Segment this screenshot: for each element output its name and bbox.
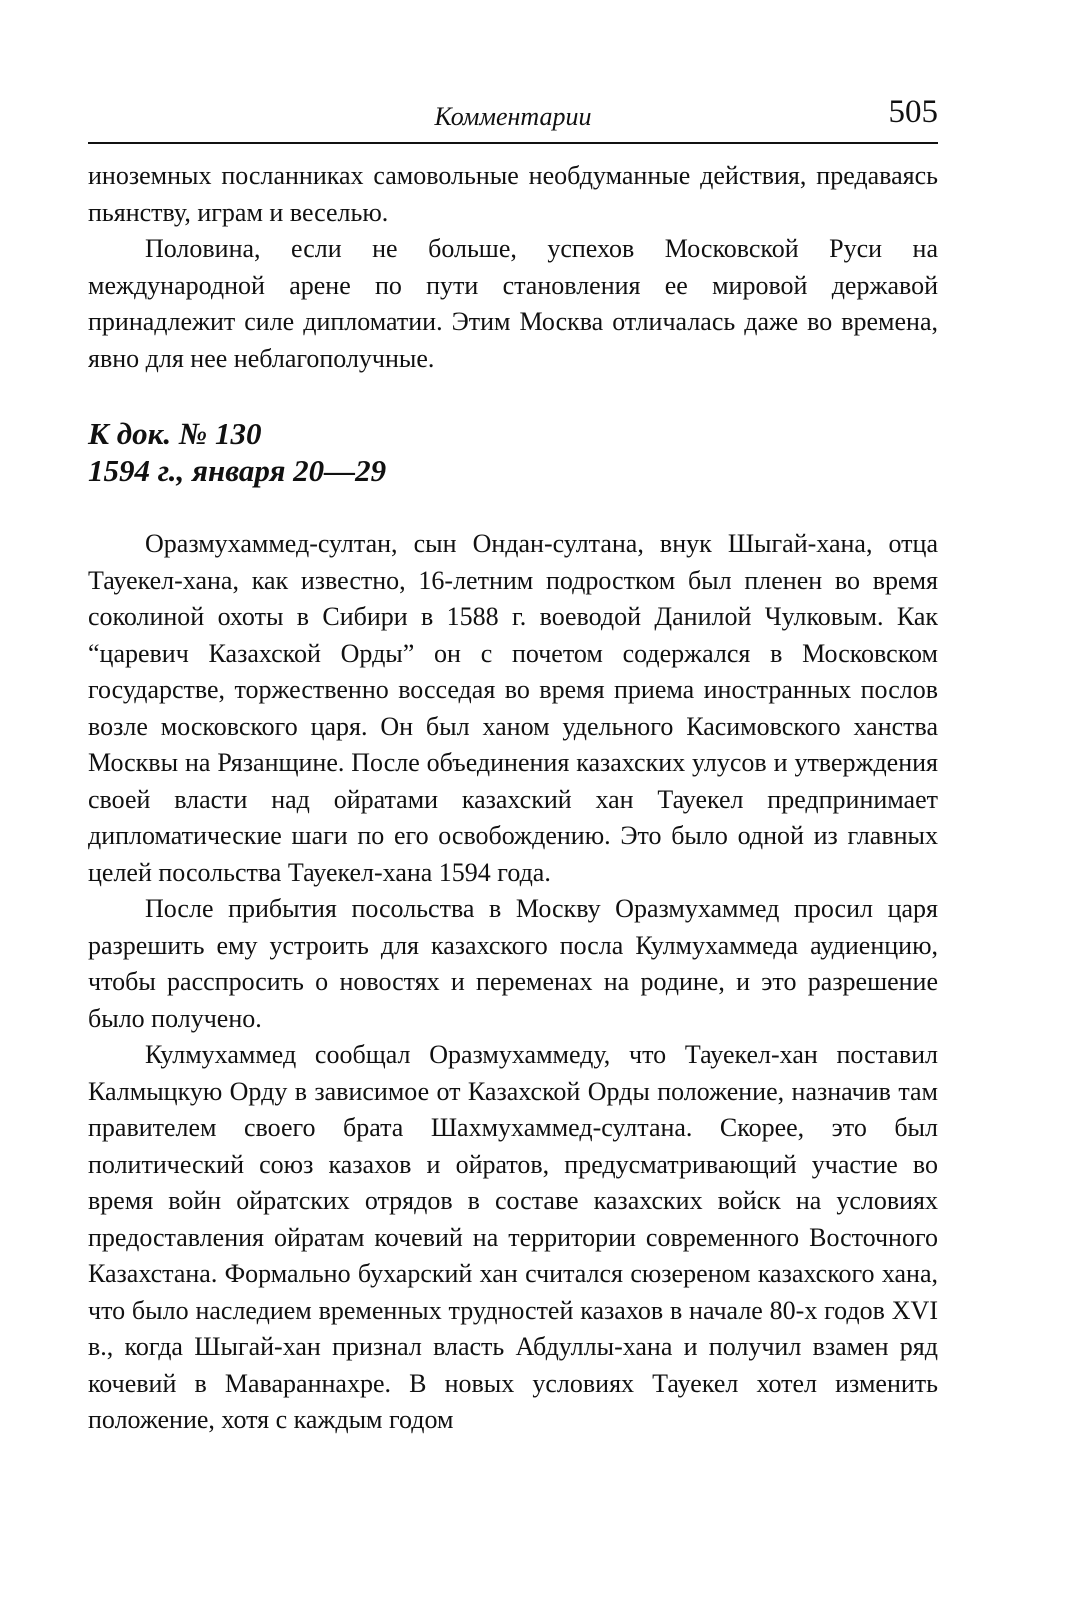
book-page (88, 0, 938, 1600)
paragraph-continuation: иноземных посланниках самовольные необдуманные действия, предаваясь пьянству, играм и веселью. (88, 161, 938, 227)
paragraph-audience: После прибытия посольства в Москву Оразмухаммед просил царя разрешить ему устроить для казахского посла Кулмухаммеда аудиенцию, чтобы расспросить о новостях и переменах на родине, и это разрешение было получено. (88, 894, 938, 1033)
section-heading (88, 415, 938, 489)
running-head (88, 92, 938, 144)
page-number: 505 (888, 94, 938, 130)
running-title: Комментарии (434, 102, 592, 131)
body-text (88, 158, 938, 1439)
paragraph-kulmukhammed: Кулмухаммед сообщал Оразмухаммеду, что Тауекел-хан поставил Калмыцкую Орду в зависимое от Казахской Орды положение, назначив там правителем своего брата Шахмухаммед-султана. Скорее, это был политический союз казахов и ойратов, предусматривающий участие во время войн ойратских отрядов в составе казахских войск на условиях предоставления ойратам кочевий на территории современного Восточного Казахстана. Формально бухарский хан считался сюзереном казахского хана, что было наследием временных трудностей казахов в начале 80-х годов XVI в., когда Шыгай-хан признал власть Абдуллы-хана и получил взамен ряд кочевий в Мавараннахре. В новых условиях Тауекел хотел изменить положение, хотя с каждым годом (88, 1040, 938, 1434)
section-heading-date: 1594 г., января 20—29 (88, 453, 387, 488)
section-heading-document-ref: К док. № 130 (88, 416, 262, 451)
paragraph-orazmukhammed: Оразмухаммед-султан, сын Ондан-султана, внук Шыгай-хана, отца Тауекел-хана, как известно, 16-летним подростком был пленен во время соколиной охоты в Сибири в 1588 г. воеводой Данилой Чулковым. Как “царевич Казахской Орды” он с почетом содержался в Московском государстве, торжественно восседая во время приема иностранных послов возле московского царя. Он был ханом удельного Касимовского ханства Москвы на Рязанщине. После объединения казахских улусов и утверждения своей власти над ойратами казахский хан Тауекел предпринимает дипломатические шаги по его освобождению. Это было одной из главных целей посольства Тауекел-хана 1594 года. (88, 529, 938, 887)
paragraph-diplomacy: Половина, если не больше, успехов Московской Руси на международной арене по пути становления ее мировой державой принадлежит силе дипломатии. Этим Москва отличалась даже во времена, явно для нее неблагополучные. (88, 234, 938, 373)
